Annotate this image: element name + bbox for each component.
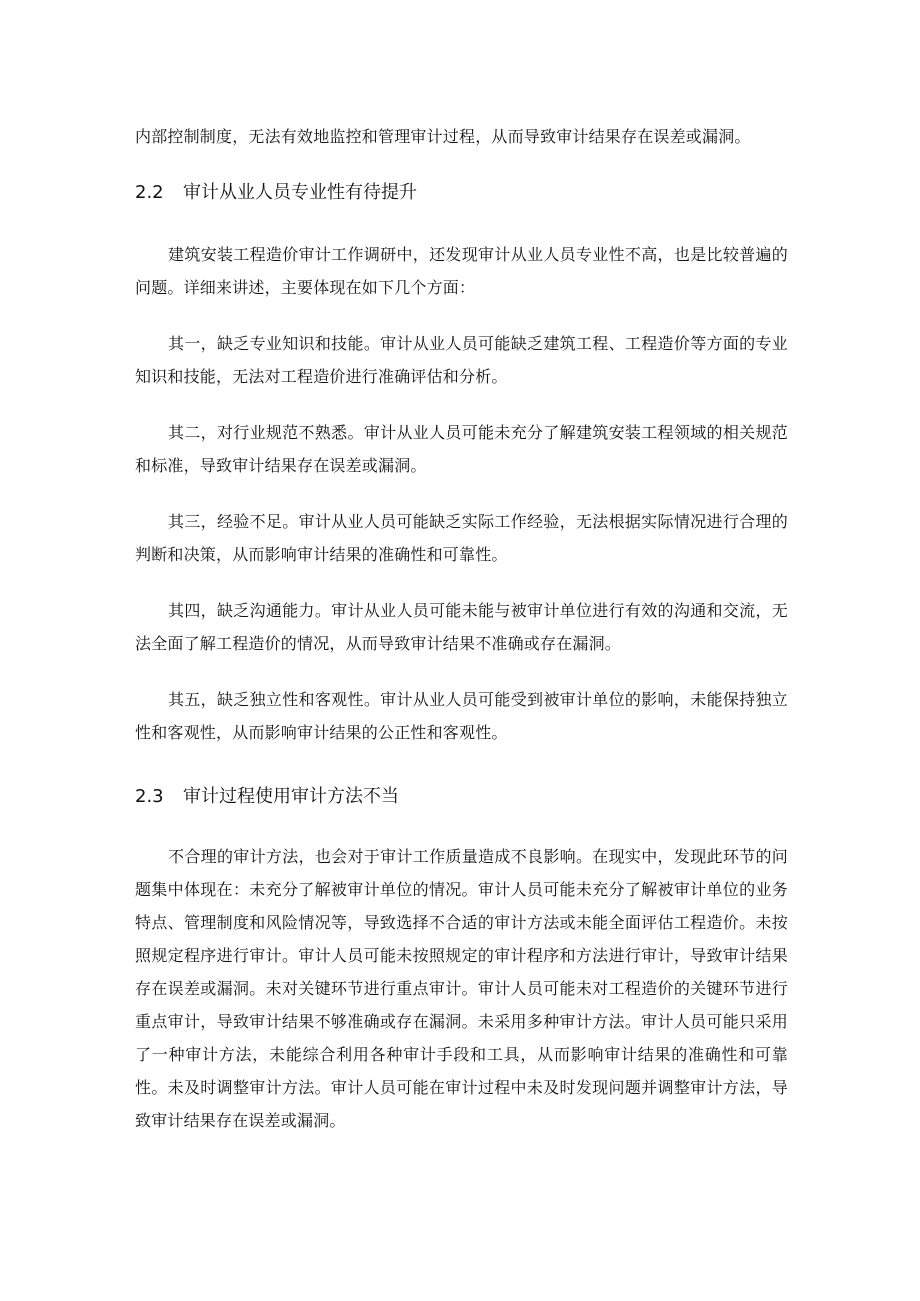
section-2-2-number: 2.2 [135, 182, 164, 203]
section-2-2-paragraph-3: 其二，对行业规范不熟悉。审计从业人员可能未充分了解建筑安装工程领域的相关规范和标准，导致审计结果存在误差或漏洞。 [135, 423, 788, 475]
section-2-2-heading [135, 178, 788, 208]
section-2-3-number: 2.3 [135, 786, 164, 807]
section-2-2-paragraph-6: 其五，缺乏独立性和客观性。审计从业人员可能受到被审计单位的影响，未能保持独立性和客观性，从而影响审计结果的公正性和客观性。 [135, 690, 788, 742]
section-2-2-title: 审计从业人员专业性有待提升 [183, 182, 417, 203]
section-2-3-title: 审计过程使用审计方法不当 [183, 786, 399, 807]
section-2-2-paragraph-1: 建筑安装工程造价审计工作调研中，还发现审计从业人员专业性不高，也是比较普遍的问题。详细来讲述，主要体现在如下几个方面： [135, 245, 788, 297]
section-2-3-paragraph-1: 不合理的审计方法，也会对于审计工作质量造成不良影响。在现实中，发现此环节的问题集中体现在：未充分了解被审计单位的情况。审计人员可能未充分了解被审计单位的业务特点、管理制度和风险情况等，导致选择不合适的审计方法或未能全面评估工程造价。未按照规定程序进行审计。审计人员可能未按照规定的审计程序和方法进行审计，导致审计结果存在误差或漏洞。未对关键环节进行重点审计。审计人员可能未对工程造价的关键环节进行重点审计，导致审计结果不够准确或存在漏洞。未采用多种审计方法。审计人员可能只采用了一种审计方法，未能综合利用各种审计手段和工具，从而影响审计结果的准确性和可靠性。未及时调整审计方法。审计人员可能在审计过程中未及时发现问题并调整审计方法，导致审计结果存在误差或漏洞。 [135, 847, 788, 1130]
section-2-2-paragraph-4: 其三，经验不足。审计从业人员可能缺乏实际工作经验，无法根据实际情况进行合理的判断和决策，从而影响审计结果的准确性和可靠性。 [135, 512, 788, 564]
section-2-2-paragraph-2: 其一，缺乏专业知识和技能。审计从业人员可能缺乏建筑工程、工程造价等方面的专业知识和技能，无法对工程造价进行准确评估和分析。 [135, 334, 788, 386]
section-2-3-heading [135, 782, 788, 812]
section-2-2-paragraph-5: 其四，缺乏沟通能力。审计从业人员可能未能与被审计单位进行有效的沟通和交流，无法全面了解工程造价的情况，从而导致审计结果不准确或存在漏洞。 [135, 601, 788, 653]
intro-continuation-paragraph: 内部控制制度，无法有效地监控和管理审计过程，从而导致审计结果存在误差或漏洞。 [135, 127, 751, 146]
